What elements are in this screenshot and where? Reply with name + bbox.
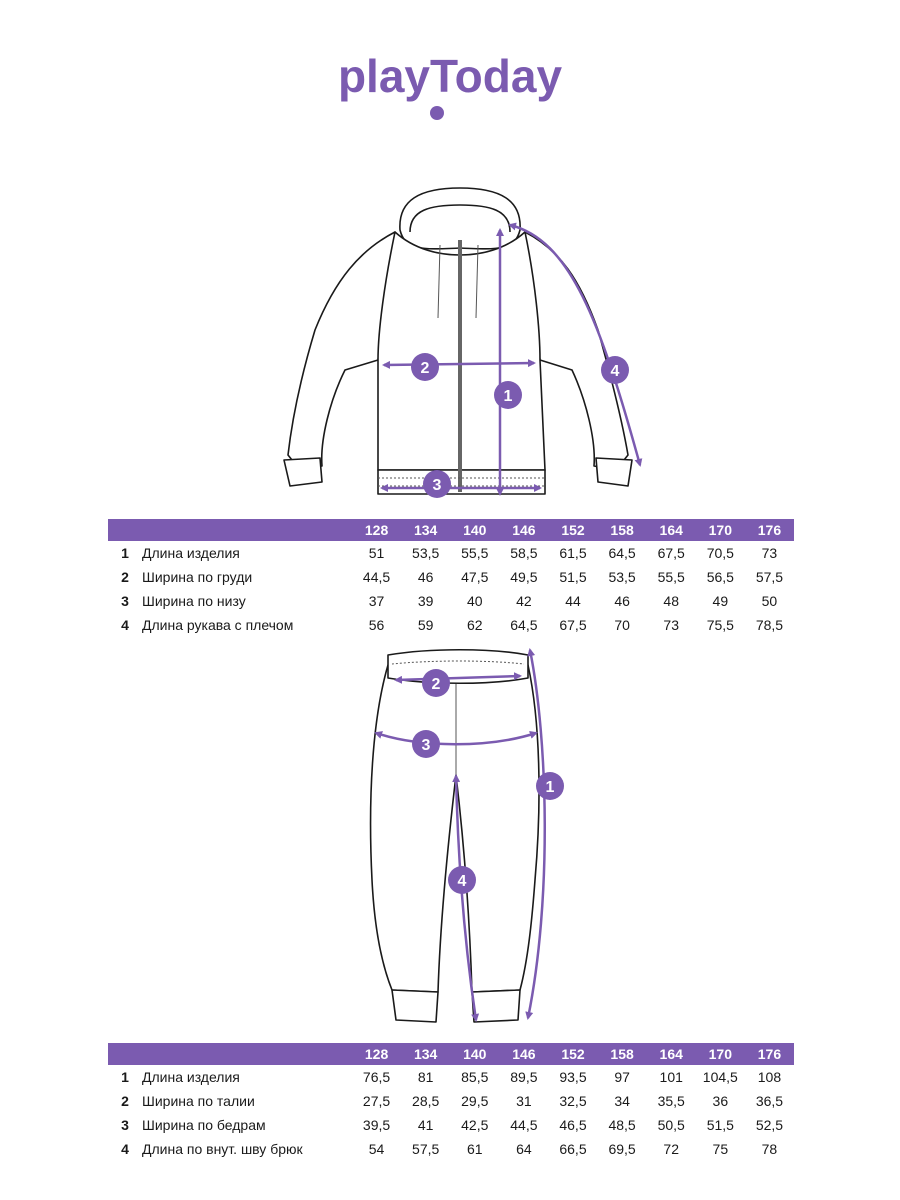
cell-value: 51,5 (706, 1117, 734, 1133)
row-label: Длина изделия (142, 545, 240, 561)
jacket-size-header (108, 519, 794, 541)
table-row (108, 541, 794, 565)
row-label: Ширина по низу (142, 593, 246, 609)
table-row (108, 1089, 794, 1113)
table-row (108, 613, 794, 637)
cell-value: 50 (761, 593, 778, 609)
pants-outline (371, 650, 539, 1022)
pants-size-header (108, 1043, 794, 1065)
cell-value: 56,5 (706, 569, 734, 585)
row-label: Ширина по бедрам (142, 1117, 266, 1133)
cell-value: 64,5 (510, 617, 538, 633)
cell-value: 35,5 (657, 1093, 685, 1109)
size-header: 158 (598, 519, 647, 541)
cell-value: 104,5 (702, 1069, 738, 1085)
cell-value: 29,5 (461, 1093, 489, 1109)
cell-value: 51 (368, 545, 385, 561)
jacket-drawing (0, 180, 900, 505)
cell-value: 46,5 (559, 1117, 587, 1133)
cell-value: 42 (516, 593, 532, 609)
row-number: 1 (121, 545, 129, 561)
cell-value: 61,5 (559, 545, 587, 561)
cell-value: 64,5 (608, 545, 636, 561)
cell-value: 59 (417, 617, 434, 633)
svg-text:4: 4 (457, 873, 467, 890)
cell-value: 72 (663, 1141, 679, 1157)
row-number: 1 (121, 1069, 129, 1085)
cell-value: 44,5 (362, 569, 391, 585)
pants-drawing (0, 645, 900, 1035)
svg-text:3: 3 (432, 477, 442, 494)
size-header: 134 (401, 519, 450, 541)
cell-value: 42,5 (461, 1117, 489, 1133)
cell-value: 58,5 (510, 545, 538, 561)
cell-value: 46 (417, 569, 434, 585)
size-header: 128 (352, 1043, 401, 1065)
pants-marker-1 (536, 772, 564, 800)
row-number: 3 (121, 1117, 129, 1133)
cell-value: 108 (757, 1069, 782, 1085)
cell-value: 70,5 (706, 545, 734, 561)
size-header: 170 (696, 519, 745, 541)
jacket-size-table (108, 519, 794, 637)
cell-value: 37 (368, 593, 385, 609)
table-row (108, 1065, 794, 1089)
cell-value: 46 (614, 593, 630, 609)
cell-value: 41 (417, 1117, 434, 1133)
svg-text:2: 2 (420, 360, 430, 377)
cell-value: 53,5 (608, 569, 636, 585)
table-row (108, 1113, 794, 1137)
cell-value: 54 (368, 1141, 385, 1157)
cell-value: 64 (516, 1141, 532, 1157)
cell-value: 47,5 (461, 569, 489, 585)
cell-value: 39,5 (362, 1117, 391, 1133)
cell-value: 66,5 (559, 1141, 587, 1157)
jacket-marker-4 (601, 356, 629, 384)
row-number: 2 (121, 1093, 129, 1109)
cell-value: 70 (614, 617, 630, 633)
size-header: 146 (499, 519, 548, 541)
cell-value: 49 (712, 593, 729, 609)
size-header: 176 (745, 1043, 794, 1065)
svg-text:1: 1 (545, 779, 555, 796)
cell-value: 69,5 (608, 1141, 636, 1157)
row-label: Длина изделия (142, 1069, 240, 1085)
cell-value: 55,5 (461, 545, 489, 561)
svg-text:1: 1 (503, 388, 513, 405)
pants-marker-2 (422, 669, 450, 697)
cell-value: 44 (565, 593, 581, 609)
table-row (108, 565, 794, 589)
cell-value: 27,5 (362, 1093, 391, 1109)
row-label: Длина рукава с плечом (142, 617, 294, 633)
cell-value: 34 (614, 1093, 630, 1109)
svg-text:4: 4 (610, 363, 620, 380)
table-row (108, 1137, 794, 1161)
cell-value: 101 (659, 1069, 683, 1085)
cell-value: 32,5 (559, 1093, 587, 1109)
jacket-marker-1 (494, 381, 522, 409)
size-header: 170 (696, 1043, 745, 1065)
cell-value: 57,5 (412, 1141, 440, 1157)
size-header: 152 (548, 519, 597, 541)
cell-value: 67,5 (657, 545, 685, 561)
cell-value: 39 (417, 593, 434, 609)
row-label: Ширина по груди (142, 569, 253, 585)
cell-value: 89,5 (510, 1069, 538, 1085)
size-header: 176 (745, 519, 794, 541)
row-number: 2 (121, 569, 129, 585)
size-header: 140 (450, 519, 499, 541)
svg-text:2: 2 (431, 676, 441, 693)
cell-value: 85,5 (461, 1069, 489, 1085)
cell-value: 81 (417, 1069, 434, 1085)
cell-value: 51,5 (559, 569, 587, 585)
size-header: 164 (647, 1043, 696, 1065)
cell-value: 36 (712, 1093, 729, 1109)
cell-value: 75 (712, 1141, 729, 1157)
cell-value: 62 (466, 617, 483, 633)
svg-text:3: 3 (421, 737, 431, 754)
cell-value: 28,5 (412, 1093, 440, 1109)
pants-marker-3 (412, 730, 440, 758)
logo-text: playToday (337, 50, 563, 102)
logo-dot (430, 106, 444, 120)
cell-value: 52,5 (755, 1117, 784, 1133)
size-header: 152 (548, 1043, 597, 1065)
pants-size-table (108, 1043, 794, 1161)
cell-value: 50,5 (657, 1117, 685, 1133)
cell-value: 73 (761, 545, 778, 561)
cell-value: 57,5 (755, 569, 784, 585)
brand-logo (0, 40, 900, 130)
cell-value: 75,5 (706, 617, 734, 633)
row-label: Длина по внут. шву брюк (142, 1141, 303, 1157)
size-header: 134 (401, 1043, 450, 1065)
cell-value: 93,5 (559, 1069, 587, 1085)
cell-value: 55,5 (657, 569, 685, 585)
size-header: 164 (647, 519, 696, 541)
cell-value: 48,5 (608, 1117, 636, 1133)
cell-value: 73 (663, 617, 679, 633)
size-header: 146 (499, 1043, 548, 1065)
cell-value: 78,5 (755, 617, 784, 633)
size-header: 140 (450, 1043, 499, 1065)
table-row (108, 589, 794, 613)
cell-value: 97 (614, 1069, 630, 1085)
pants-marker-4 (448, 866, 476, 894)
cell-value: 76,5 (362, 1069, 391, 1085)
cell-value: 78 (761, 1141, 778, 1157)
cell-value: 56 (368, 617, 385, 633)
cell-value: 31 (516, 1093, 532, 1109)
jacket-marker-2 (411, 353, 439, 381)
cell-value: 53,5 (412, 545, 440, 561)
cell-value: 36,5 (755, 1093, 784, 1109)
cell-value: 67,5 (559, 617, 587, 633)
row-number: 4 (121, 1141, 129, 1157)
cell-value: 48 (663, 593, 679, 609)
cell-value: 40 (466, 593, 483, 609)
row-number: 3 (121, 593, 129, 609)
row-number: 4 (121, 617, 129, 633)
jacket-marker-3 (423, 470, 451, 498)
size-header: 158 (598, 1043, 647, 1065)
row-label: Ширина по талии (142, 1093, 255, 1109)
cell-value: 44,5 (510, 1117, 538, 1133)
size-header: 128 (352, 519, 401, 541)
cell-value: 49,5 (510, 569, 538, 585)
cell-value: 61 (466, 1141, 483, 1157)
